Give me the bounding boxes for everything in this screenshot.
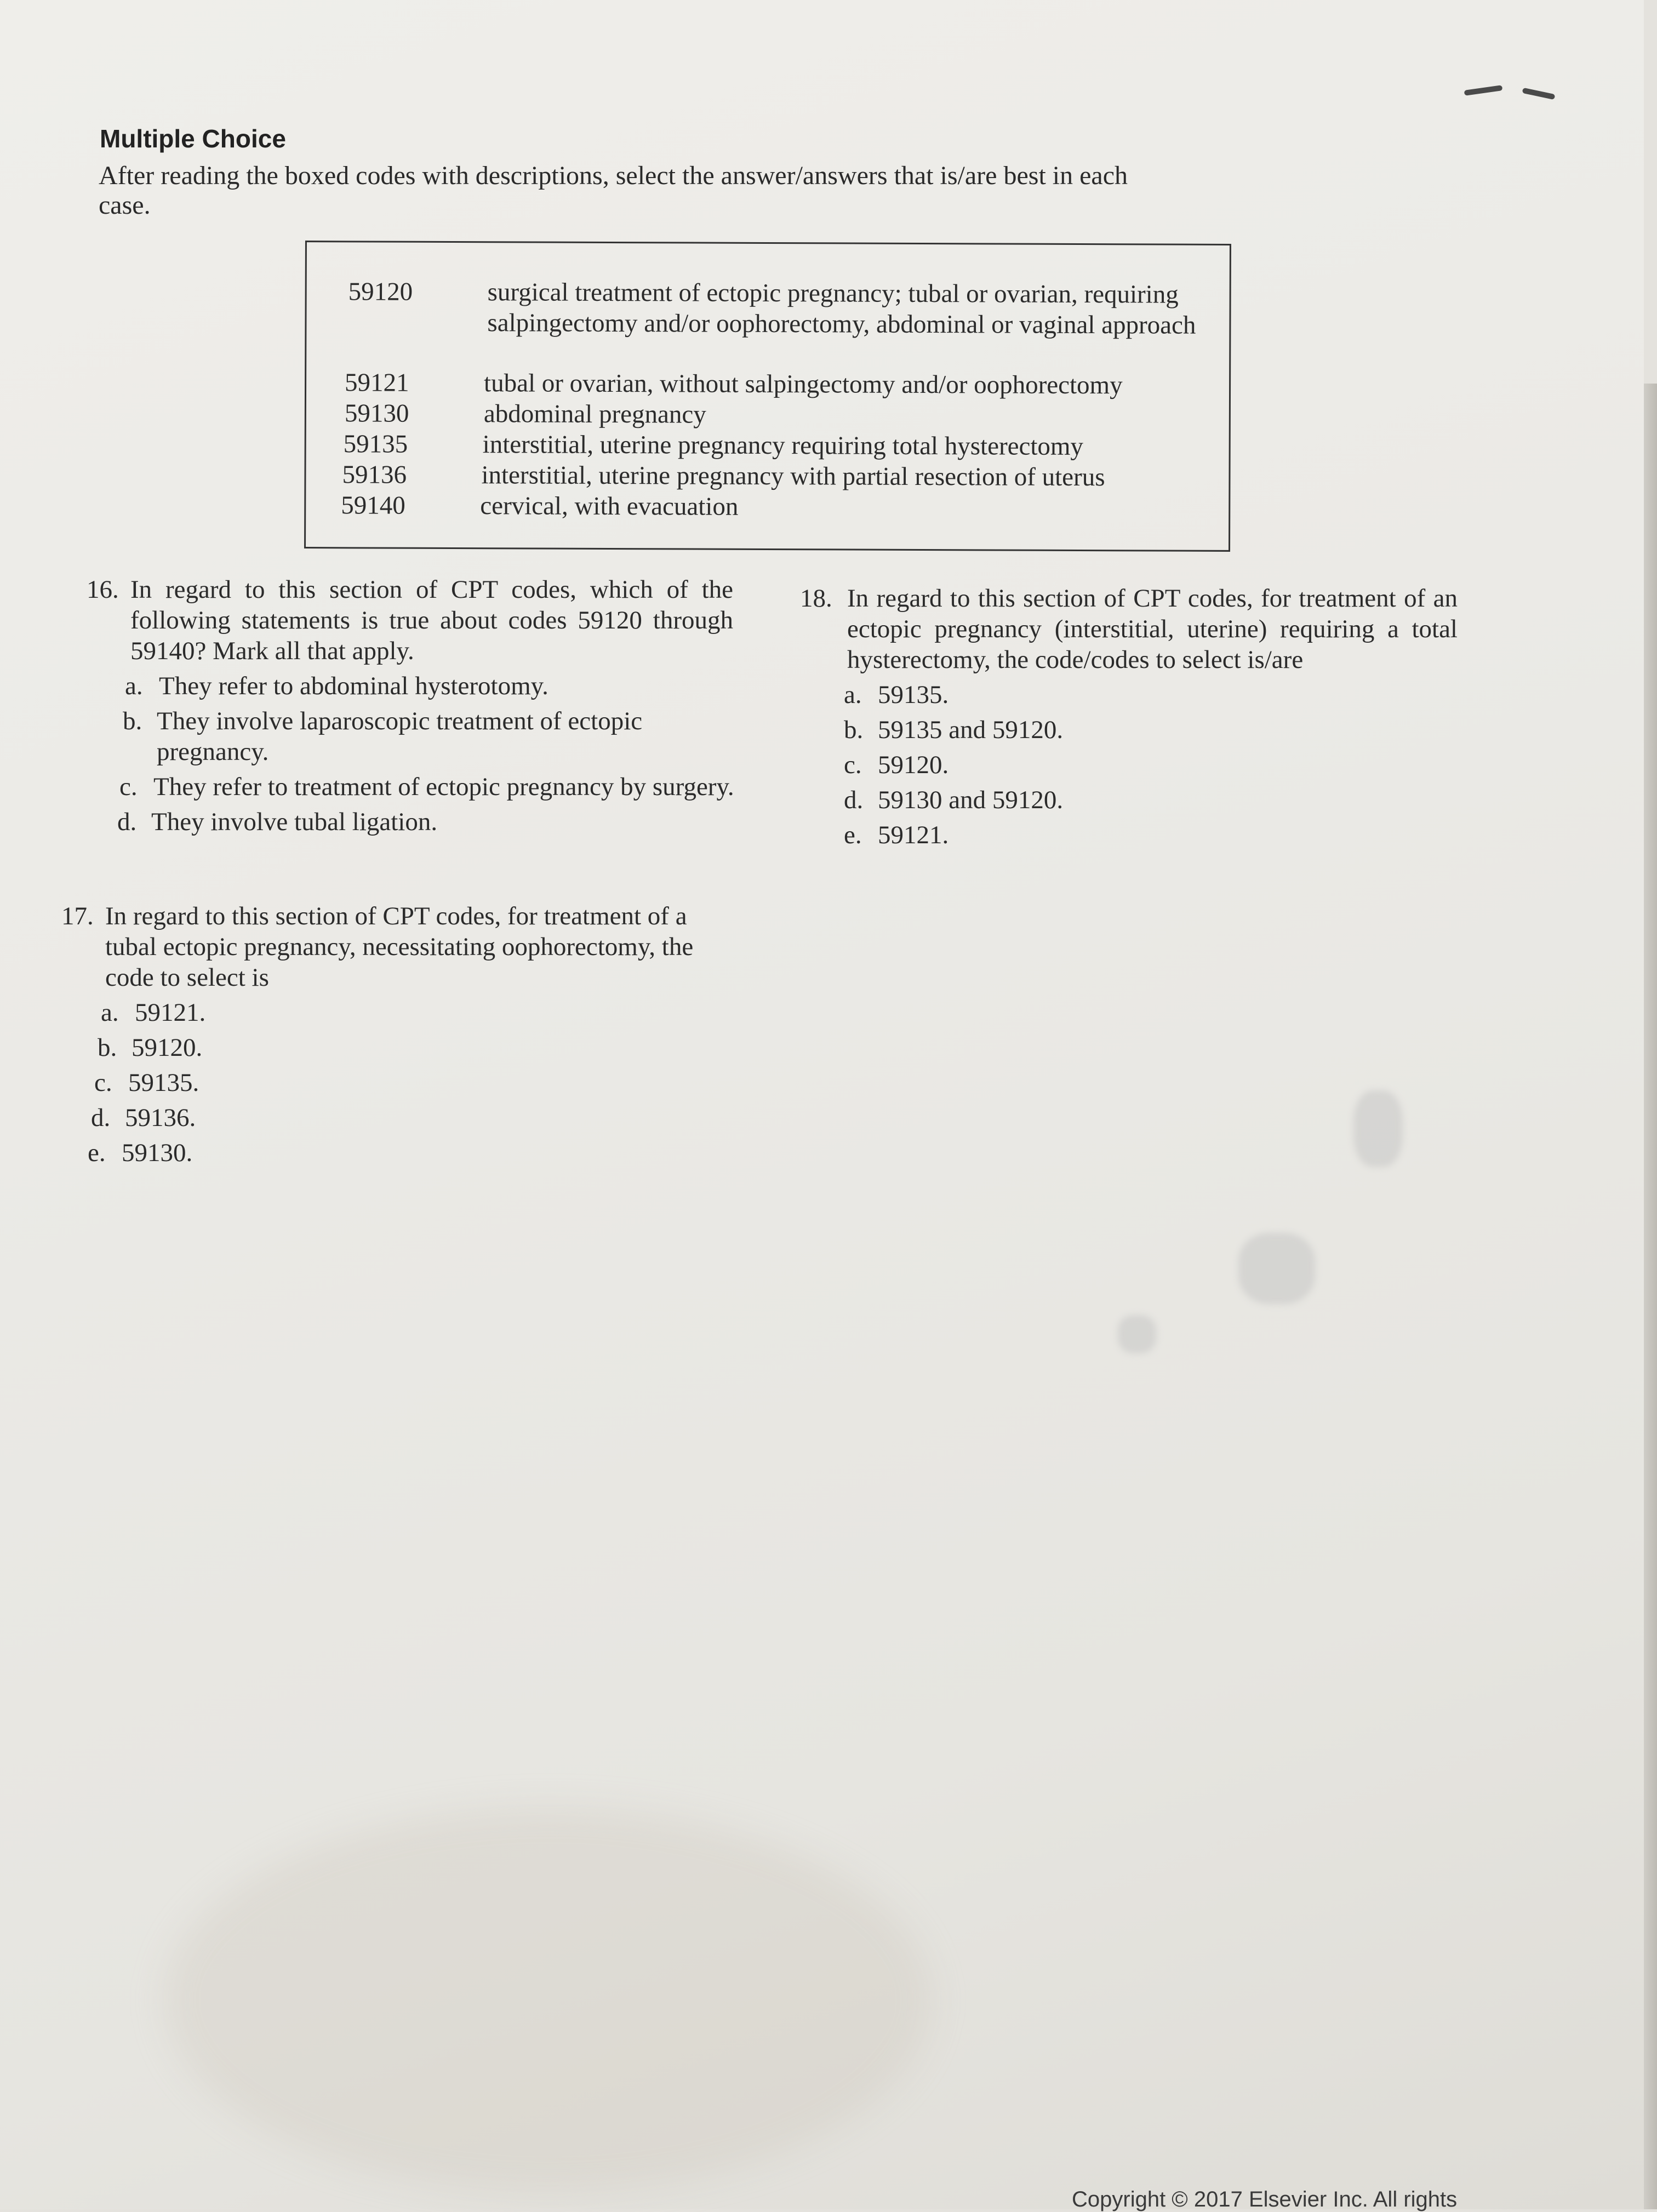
section-title: Multiple Choice bbox=[100, 124, 286, 153]
option-text: 59130 and 59120. bbox=[878, 786, 1064, 814]
code-description: abdominal pregnancy bbox=[483, 399, 706, 429]
answer-option[interactable] bbox=[91, 1102, 649, 1133]
answer-option[interactable] bbox=[94, 1067, 649, 1098]
staple-mark bbox=[1464, 85, 1503, 96]
option-letter: e. bbox=[844, 821, 862, 849]
answer-option[interactable] bbox=[101, 997, 649, 1028]
option-letter: d. bbox=[91, 1104, 111, 1132]
option-letter: b. bbox=[98, 1033, 117, 1062]
page-shadow bbox=[164, 1808, 932, 2192]
option-text: 59130. bbox=[122, 1139, 193, 1167]
answer-option[interactable] bbox=[117, 807, 752, 837]
option-letter: a. bbox=[844, 681, 862, 709]
option-letter: d. bbox=[844, 786, 864, 814]
code-number: 59136 bbox=[342, 460, 407, 489]
question-16 bbox=[87, 574, 733, 837]
option-text: They involve tubal ligation. bbox=[151, 808, 438, 836]
answer-option[interactable] bbox=[88, 1138, 649, 1168]
question-number: 17. bbox=[61, 902, 94, 930]
answer-option[interactable] bbox=[123, 706, 752, 767]
option-letter: b. bbox=[123, 707, 142, 735]
question-number: 18. bbox=[800, 584, 832, 613]
answer-option[interactable] bbox=[844, 820, 1392, 850]
question-text: In regard to this section of CPT codes, for treatment of an ectopic pregnancy (interstitial, uterine) requiring a total hysterectomy, the code/codes to select is/are bbox=[847, 584, 1458, 674]
option-text: 59120. bbox=[132, 1033, 203, 1062]
option-list bbox=[117, 671, 752, 837]
instructions-text: After reading the boxed codes with descriptions, select the answer/answers that is/are best in each case. bbox=[99, 161, 1128, 220]
answer-option[interactable] bbox=[844, 715, 1392, 745]
code-table-box bbox=[304, 241, 1231, 552]
option-text: They refer to abdominal hysterotomy. bbox=[159, 672, 548, 700]
option-letter: d. bbox=[117, 808, 137, 836]
page-edge bbox=[1644, 384, 1657, 2209]
question-stem bbox=[800, 583, 1458, 675]
question-17 bbox=[61, 901, 730, 1168]
option-text: 59135 and 59120. bbox=[878, 716, 1064, 744]
option-text: 59135. bbox=[128, 1068, 199, 1097]
paper-stain bbox=[1238, 1233, 1315, 1304]
question-text: In regard to this section of CPT codes, which of the following statements is true about codes 59120 through 59140? Mark all that apply. bbox=[130, 575, 733, 665]
option-letter: c. bbox=[844, 751, 862, 779]
option-letter: e. bbox=[88, 1139, 106, 1167]
code-description: surgical treatment of ectopic pregnancy; tubal or ovarian, requiring salpingectomy and/or oophorectomy, abdominal or vaginal approach bbox=[487, 278, 1196, 340]
code-description: cervical, with evacuation bbox=[480, 491, 739, 521]
answer-option[interactable] bbox=[125, 671, 752, 701]
code-description: interstitial, uterine pregnancy with partial resection of uterus bbox=[481, 461, 1105, 492]
answer-option[interactable] bbox=[119, 771, 752, 802]
option-text: 59121. bbox=[878, 821, 949, 849]
paper-stain bbox=[1353, 1090, 1403, 1167]
code-number: 59121 bbox=[344, 368, 409, 397]
option-letter: c. bbox=[119, 773, 138, 801]
staple-mark bbox=[1522, 88, 1556, 100]
option-text: 59136. bbox=[125, 1104, 196, 1132]
question-stem bbox=[61, 901, 730, 993]
option-text: They involve laparoscopic treatment of ectopic pregnancy. bbox=[157, 707, 643, 766]
copyright-footer: Copyright © 2017 Elsevier Inc. All rights bbox=[1072, 2187, 1458, 2211]
option-letter: c. bbox=[94, 1068, 112, 1097]
code-description: tubal or ovarian, without salpingectomy and/or oophorectomy bbox=[483, 369, 1123, 400]
option-text: 59120. bbox=[878, 751, 949, 779]
option-list bbox=[88, 997, 649, 1168]
code-description: interstitial, uterine pregnancy requiring total hysterectomy bbox=[482, 430, 1084, 461]
code-number: 59130 bbox=[344, 399, 409, 428]
answer-option[interactable] bbox=[98, 1032, 649, 1063]
paper-stain bbox=[1118, 1315, 1156, 1353]
question-18 bbox=[800, 583, 1458, 850]
question-stem bbox=[87, 574, 733, 666]
option-text: They refer to treatment of ectopic pregnancy by surgery. bbox=[153, 773, 734, 801]
option-letter: b. bbox=[844, 716, 864, 744]
option-letter: a. bbox=[125, 672, 143, 700]
answer-option[interactable] bbox=[844, 785, 1392, 815]
code-number: 59140 bbox=[341, 491, 405, 520]
answer-option[interactable] bbox=[844, 679, 1392, 710]
code-number: 59135 bbox=[343, 430, 408, 459]
question-number: 16. bbox=[87, 575, 119, 604]
option-text: 59135. bbox=[878, 681, 949, 709]
question-text: In regard to this section of CPT codes, for treatment of a tubal ectopic pregnancy, necessitating oophorectomy, the code to select is bbox=[105, 902, 694, 992]
option-text: 59121. bbox=[135, 998, 206, 1027]
option-letter: a. bbox=[101, 998, 119, 1027]
code-number: 59120 bbox=[348, 277, 413, 306]
answer-option[interactable] bbox=[844, 750, 1392, 780]
option-list bbox=[844, 679, 1392, 850]
